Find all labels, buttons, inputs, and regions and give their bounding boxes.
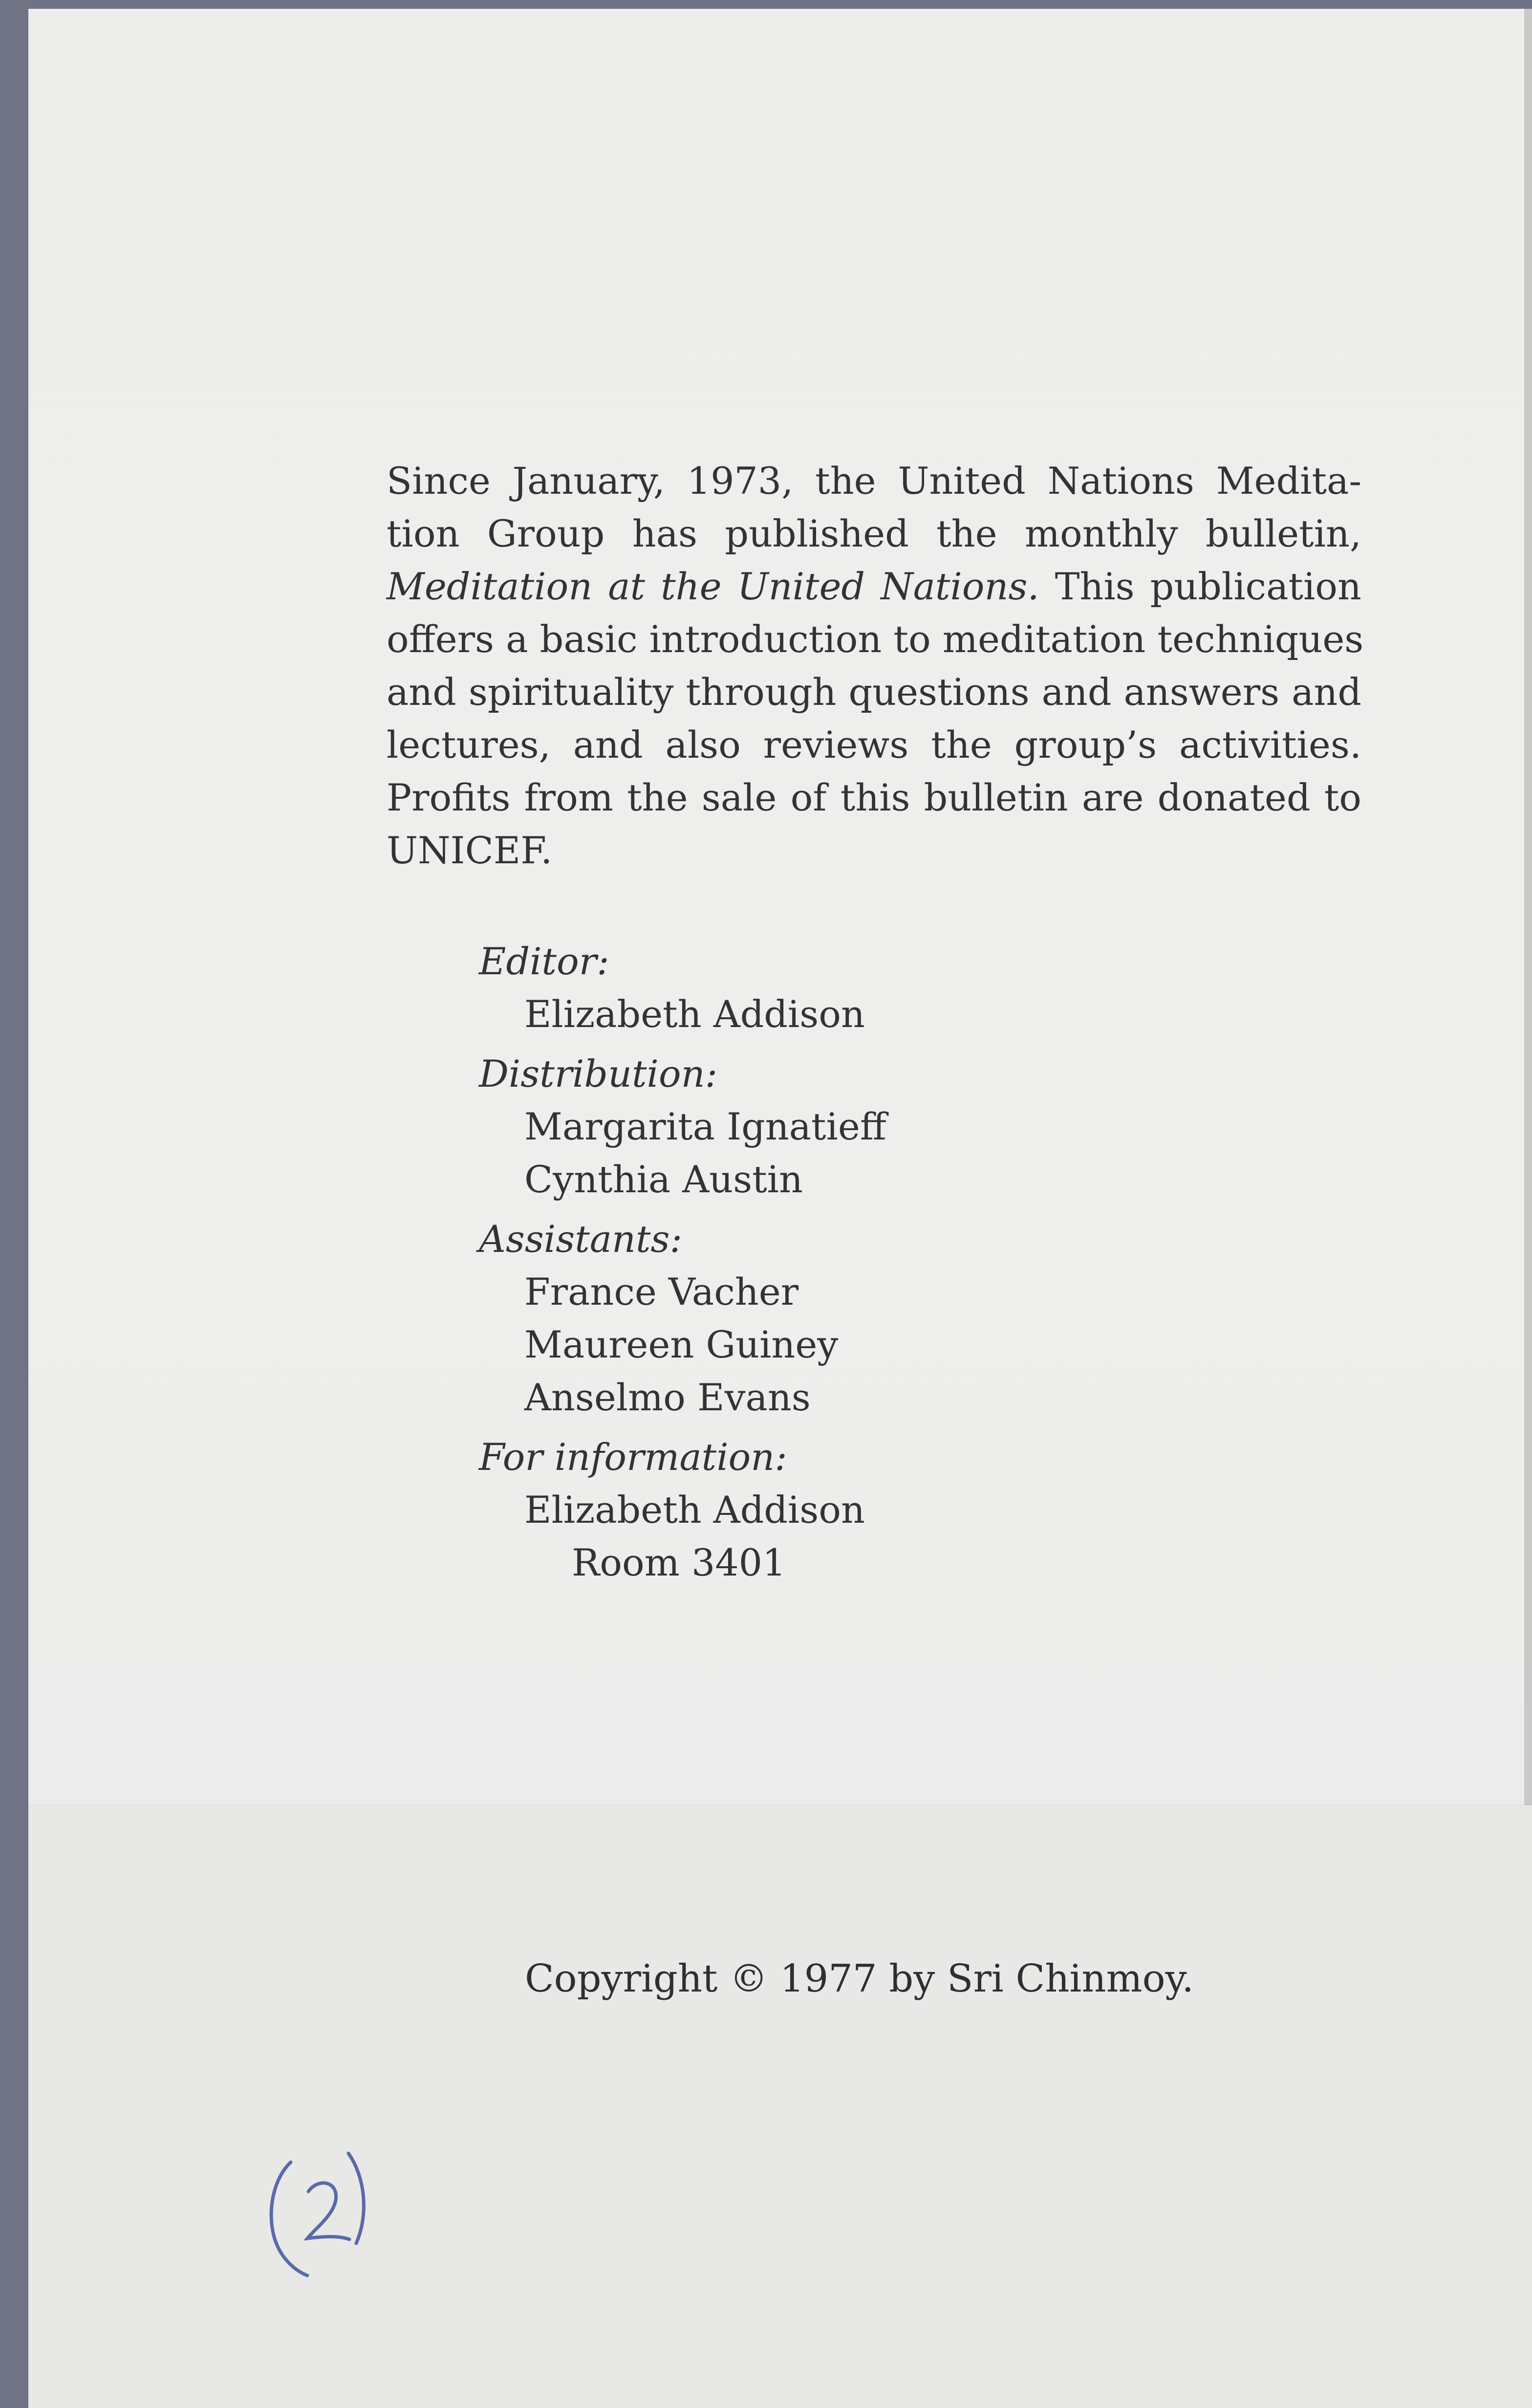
editor-label: Editor: xyxy=(479,940,609,983)
distribution-label: Distribution: xyxy=(479,1052,718,1095)
paragraph-line-rest: This publication xyxy=(1055,565,1361,608)
copyright-notice: Copyright © 1977 by Sri Chinmoy. xyxy=(525,1957,1194,2001)
assistant-name: France Vacher xyxy=(524,1270,799,1313)
paragraph-line: tion Group has published the monthly bulletin, xyxy=(387,512,1361,555)
paragraph-line: Profits from the sale of this bulletin are donated to xyxy=(387,776,1361,819)
assistants-section xyxy=(479,1213,886,1424)
distribution-name: Margarita Ignatieff xyxy=(524,1105,886,1148)
information-room: Room 3401 xyxy=(572,1541,786,1584)
paragraph-line xyxy=(387,560,1361,613)
paragraph-line: and spirituality through questions and answers and xyxy=(387,670,1361,714)
paragraph-line: offers a basic introduction to meditation techniques xyxy=(387,617,1364,661)
assistant-name: Maureen Guiney xyxy=(524,1323,839,1366)
information-section xyxy=(479,1431,886,1589)
information-name: Elizabeth Addison xyxy=(524,1488,865,1532)
editor-name: Elizabeth Addison xyxy=(524,992,865,1036)
document-page xyxy=(28,9,1532,2408)
page-edge xyxy=(1524,9,1532,1805)
paragraph-line: UNICEF. xyxy=(387,829,553,872)
handwritten-page-number xyxy=(260,2143,383,2279)
credits-list xyxy=(479,935,886,1596)
assistant-name: Anselmo Evans xyxy=(524,1376,811,1419)
paragraph-line: Since January, 1973, the United Nations Medita- xyxy=(387,459,1361,503)
assistants-label: Assistants: xyxy=(479,1217,683,1261)
information-label: For information: xyxy=(479,1435,787,1479)
editor-section xyxy=(479,935,886,1041)
bulletin-title: Meditation at the United Nations. xyxy=(387,565,1039,608)
lower-sheet xyxy=(28,1805,1532,2408)
distribution-name: Cynthia Austin xyxy=(524,1158,803,1201)
intro-paragraph xyxy=(387,455,1364,877)
paragraph-line: lectures, and also reviews the group’s activities. xyxy=(387,723,1361,766)
distribution-section xyxy=(479,1048,886,1206)
